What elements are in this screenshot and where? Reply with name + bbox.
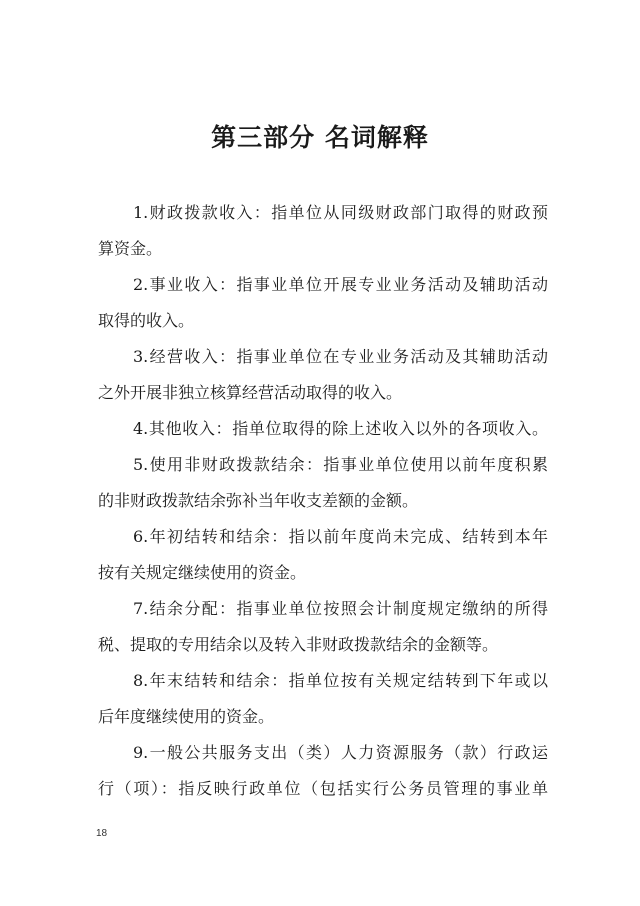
item-5-line-1: 5.使用非财政拨款结余：指事业单位使用以前年度积累: [133, 455, 548, 474]
item-3-line-1: 3.经营收入：指事业单位在专业业务活动及其辅助活动: [133, 347, 548, 366]
item-1-line-1: 1.财政拨款收入：指单位从同级财政部门取得的财政预: [133, 203, 548, 222]
item-6-line-1: 6.年初结转和结余：指以前年度尚未完成、结转到本年: [133, 527, 548, 546]
definitions-list: [98, 195, 548, 807]
item-7-line-1: 7.结余分配：指事业单位按照会计制度规定缴纳的所得: [133, 599, 548, 618]
item-3-line-2: 之外开展非独立核算经营活动取得的收入。: [98, 383, 403, 402]
item-6-line-2: 按有关规定继续使用的资金。: [98, 563, 307, 582]
item-2-line-2: 取得的收入。: [98, 311, 195, 330]
item-8-line-1: 8.年末结转和结余：指单位按有关规定结转到下年或以: [133, 671, 548, 690]
item-7-line-2: 税、提取的专用结余以及转入非财政拨款结余的金额等。: [98, 635, 499, 654]
page-number: 18: [96, 828, 108, 839]
item-8-line-2: 后年度继续使用的资金。: [98, 707, 275, 726]
item-1-line-2: 算资金。: [98, 239, 163, 258]
item-5-line-2: 的非财政拨款结余弥补当年收支差额的金额。: [98, 491, 419, 510]
item-9-line-2: 行（项）：指反映行政单位（包括实行公务员管理的事业单: [98, 779, 548, 798]
item-2-line-1: 2.事业收入：指事业单位开展专业业务活动及辅助活动: [133, 275, 548, 294]
item-4-line-1: 4.其他收入：指单位取得的除上述收入以外的各项收入。: [133, 419, 548, 438]
item-9-line-1: 9.一般公共服务支出（类）人力资源服务（款）行政运: [133, 743, 548, 762]
page-title: 第三部分 名词解释: [211, 123, 429, 152]
